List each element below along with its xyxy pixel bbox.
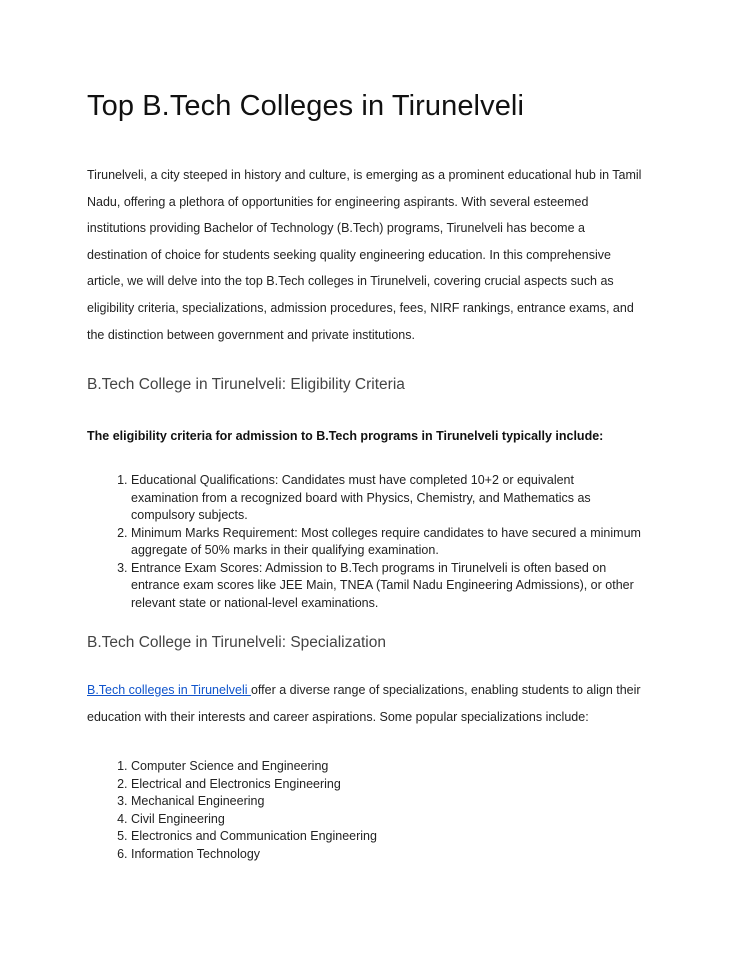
page-title: Top B.Tech Colleges in Tirunelveli	[87, 90, 525, 122]
list-item: 3. Entrance Exam Scores: Admission to B.Tech programs in Tirunelveli is often based on entrance exam scores like JEE Main, TNEA (Tamil Nadu Engineering Admissions), or other relevant state or national-level examinations.	[131, 560, 643, 613]
specialization-heading: B.Tech College in Tirunelveli: Specialization	[87, 634, 386, 651]
list-item: 4. Civil Engineering	[131, 811, 531, 829]
list-item: 6. Information Technology	[131, 846, 531, 864]
list-item: 1. Educational Qualifications: Candidates must have completed 10+2 or equivalent examination from a recognized board with Physics, Chemistry, and Mathematics as compulsory subjects.	[131, 472, 643, 525]
eligibility-list	[87, 472, 643, 612]
list-item: 5. Electronics and Communication Engineering	[131, 828, 531, 846]
specialization-list	[87, 758, 531, 863]
specialization-text: offer a diverse range of specializations, enabling students to align their education with their interests and career aspirations. Some popular specializations include:	[87, 683, 641, 724]
intro-paragraph: Tirunelveli, a city steeped in history and culture, is emerging as a prominent educational hub in Tamil Nadu, offering a plethora of opportunities for engineering aspirants. With several esteemed institutions providing Bachelor of Technology (B.Tech) programs, Tirunelveli has become a destination of choice for students seeking quality engineering education. In this comprehensive article, we will delve into the top B.Tech colleges in Tirunelveli, covering crucial aspects such as eligibility criteria, specializations, admission procedures, fees, NIRF rankings, entrance exams, and the distinction between government and private institutions.	[87, 168, 642, 342]
eligibility-lead: The eligibility criteria for admission to B.Tech programs in Tirunelveli typically include:	[87, 429, 604, 443]
specialization-paragraph	[87, 677, 647, 731]
list-item: 1. Computer Science and Engineering	[131, 758, 531, 776]
list-item: 3. Mechanical Engineering	[131, 793, 531, 811]
btech-colleges-link[interactable]: B.Tech colleges in Tirunelveli	[87, 683, 251, 697]
eligibility-heading: B.Tech College in Tirunelveli: Eligibility Criteria	[87, 376, 405, 393]
list-item: 2. Electrical and Electronics Engineering	[131, 776, 531, 794]
list-item: 2. Minimum Marks Requirement: Most colleges require candidates to have secured a minimum aggregate of 50% marks in their qualifying examination.	[131, 525, 643, 560]
